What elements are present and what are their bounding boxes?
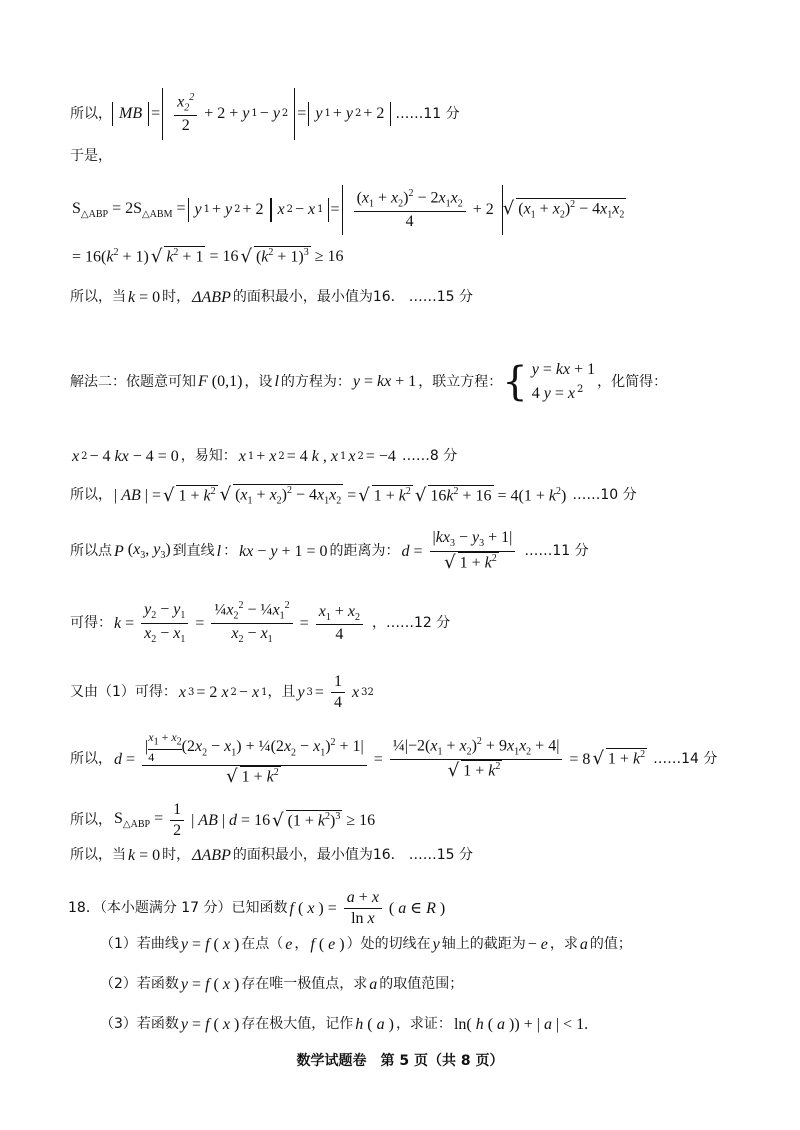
page-footer: 数学试题卷 第 5 页（共 8 页） [296, 1053, 504, 1069]
score-14: ……14 分 [653, 750, 718, 767]
text-mianji-2: 的面积最小，最小值为 [232, 847, 373, 864]
text-suoyi: 所以， [70, 105, 112, 122]
q1-a: （1）若曲线 [100, 936, 179, 953]
text-dao-zhixian: 到直线 [172, 542, 215, 559]
text-suoyi-4: 所以， [70, 750, 112, 767]
text-lianli: ，联立方程： [418, 373, 503, 390]
q18-part3: （3）若函数 y = f ( x ) 存在极大值，记作 h ( a ) ，求证： ln( h ( a )) + | a | < 1. [100, 1016, 589, 1033]
text-mianji: 的面积最小，最小值为 [232, 289, 373, 306]
score-15a: ……15 分 [408, 289, 473, 306]
text-fangcheng: 的方程为： [280, 373, 351, 390]
score-10: ……10 分 [572, 487, 637, 504]
text-she: ，设 [244, 373, 273, 390]
question-18: 18．（本小题满分 17 分）已知函数 f ( x ) = $\frac{a + x}{\text{ln x}}$ ( a ∈ R ) [68, 889, 446, 927]
text-suoyi-dian: 所以点 [70, 542, 112, 559]
line-min-2: 所以， 当 k = 0 时， ΔABP 的面积最小，最小值为 16． ……15 分 [70, 847, 473, 864]
text-qie: ，且 [267, 684, 296, 701]
text-suoyi-5: 所以， [70, 812, 112, 829]
q1-c: ， [294, 936, 309, 953]
q1-e: 轴上的截距为 [441, 936, 526, 953]
q18-head: 18．（本小题满分 17 分）已知函数 [68, 900, 288, 917]
text-dang: 当 [112, 289, 126, 306]
text-16-2: 16． [372, 847, 405, 864]
score-11b: ……11 分 [524, 542, 589, 559]
score-8: ……8 分 [401, 448, 458, 465]
line-x3: 又由（1）可得： x 3 = 2 x 2 − x 1 ，且 y 3 = $\frac{1}{4}$ x 3 2 [70, 673, 374, 711]
text-suoyi-3: 所以， [70, 487, 112, 504]
line-yushi [70, 148, 112, 165]
q1-d: ）处的切线在 [346, 936, 431, 953]
text-de-juli: 的距离为： [329, 542, 400, 559]
line-ab: 所以， | AB | = √ $1 + k^2$ √ $(x_1 + x_2)^2 - 4x_1x_2$ = √ $1 + k^2$ √ $16k^2 + 16$ = $4(1 + k^2)$ ……10 分 [70, 484, 637, 507]
text-yizhi: ，易知： [180, 448, 237, 465]
text-kede: 可得： [70, 614, 112, 631]
q1-g: 的值； [589, 936, 632, 953]
q3-a: （3）若函数 [100, 1016, 179, 1033]
line-quadratic: x 2 − 4 kx − 4 = 0 ，易知： x 1 + x 2 = 4 k , x 1 x 2 = −4 ……8 分 [72, 448, 458, 465]
q2-c: 的取值范围； [379, 976, 464, 993]
q2-a: （2）若函数 [100, 976, 179, 993]
q3-b: 存在极大值，记作 [241, 1016, 354, 1033]
q18-part2: （2）若函数 y = f ( x ) 存在唯一极值点，求 a 的取值范围； [100, 976, 464, 993]
line-slope: 可得： k = $\frac{y_2 - y_1}{x_2 - x_1}$ = $\frac{\frac{1}{4}x_2^2 - \frac{1}{4}x_1^2}{x_2 - x_1}$ = $\frac{x_1 + x_2}{4}$ ，……12 分 [70, 600, 451, 646]
q1-f: ，求 [549, 936, 578, 953]
q18-part1: （1）若曲线 y = f ( x ) 在点（ e ， f ( e ) ）处的切线在 y 轴上的截距为 − e ，求 a 的值； [100, 936, 632, 953]
line-area-3: 所以， $S_{\triangle ABP}$ = $\frac{1}{2}$ | AB | d = 16 √ $(1 + k^2)^3$ ≥ 16 [70, 801, 376, 839]
line-mb: 所以， MB = $\frac{x_2^2}{2}$ + 2 + y 1 − y 2 = y 1 + y 2 + 2 ……11 分 [70, 88, 460, 140]
line-min-1: 所以， 当 k = 0 时， ΔABP 的面积最小，最小值为 16． ……15 分 [70, 289, 473, 306]
q2-b: 存在唯一极值点，求 [241, 976, 368, 993]
text-shi: 时， [162, 289, 191, 306]
q1-b: 在点（ [241, 936, 284, 953]
score-15b: ……15 分 [408, 847, 473, 864]
q3-c: ，求证： [395, 1016, 452, 1033]
text-yushi: 于是， [70, 148, 112, 164]
line-jiefa2: 解法二：依题意可知 F (0,1) ，设 l 的方程为： y = kx + 1 ，联立方程： { y = kx + 1 4 y = x $^2$ ，化简得： [70, 359, 668, 405]
text-suoyi-2: 所以， [70, 289, 112, 306]
line-distance: 所以点 P ($x_3$, $y_3$) 到直线 l ： kx − y + 1 = 0 的距离为： d = $|kx_3 - y_3 + 1|$ √ $1 + k^2$ ……11 分 [70, 529, 589, 573]
text-16: 16． [372, 289, 405, 306]
text-huajian: ，化简得： [597, 373, 668, 390]
text-suoyi-6: 所以， [70, 847, 112, 864]
line-area-2: = $16(k^2 + 1)$ √ $k^2 + 1$ = 16 √ $(k^2 + 1)^3$ ≥ 16 [72, 246, 344, 267]
score-11a: ……11 分 [395, 105, 460, 122]
line-d-long: 所以， d = | $\frac{x_1 + x_2}{4}$ $(2x_2 - x_1)$ + $\frac{1}{4}(2x_2 - x_1)^2 + 1|$ √ $1 + k^2$ = $\frac{1}{4}|-2(x_1 + x_2)^2 + 9x_1x_2 + 4|$ √ $1 + k^2$ = 8 √ $1 + k^2$ ……14 分 [70, 730, 718, 787]
score-12: ，……12 分 [371, 614, 451, 631]
text-shi-2: 时， [162, 847, 191, 864]
line-area-1: $S_{\triangle ABP} = 2S_{\triangle ABM}$ = y 1 + y 2 + 2 x 2 − x 1 = $\frac{(x_1 + x_2)^2 - 2x_1x_2}{4}$ + 2 √ $(x_1 + x_2)^2 - 4x_1x_2$ [70, 185, 628, 235]
text-jiefa2: 解法二：依题意可知 [70, 373, 196, 390]
text-dang-2: 当 [112, 847, 126, 864]
text-youyou: 又由（1）可得： [70, 684, 177, 701]
